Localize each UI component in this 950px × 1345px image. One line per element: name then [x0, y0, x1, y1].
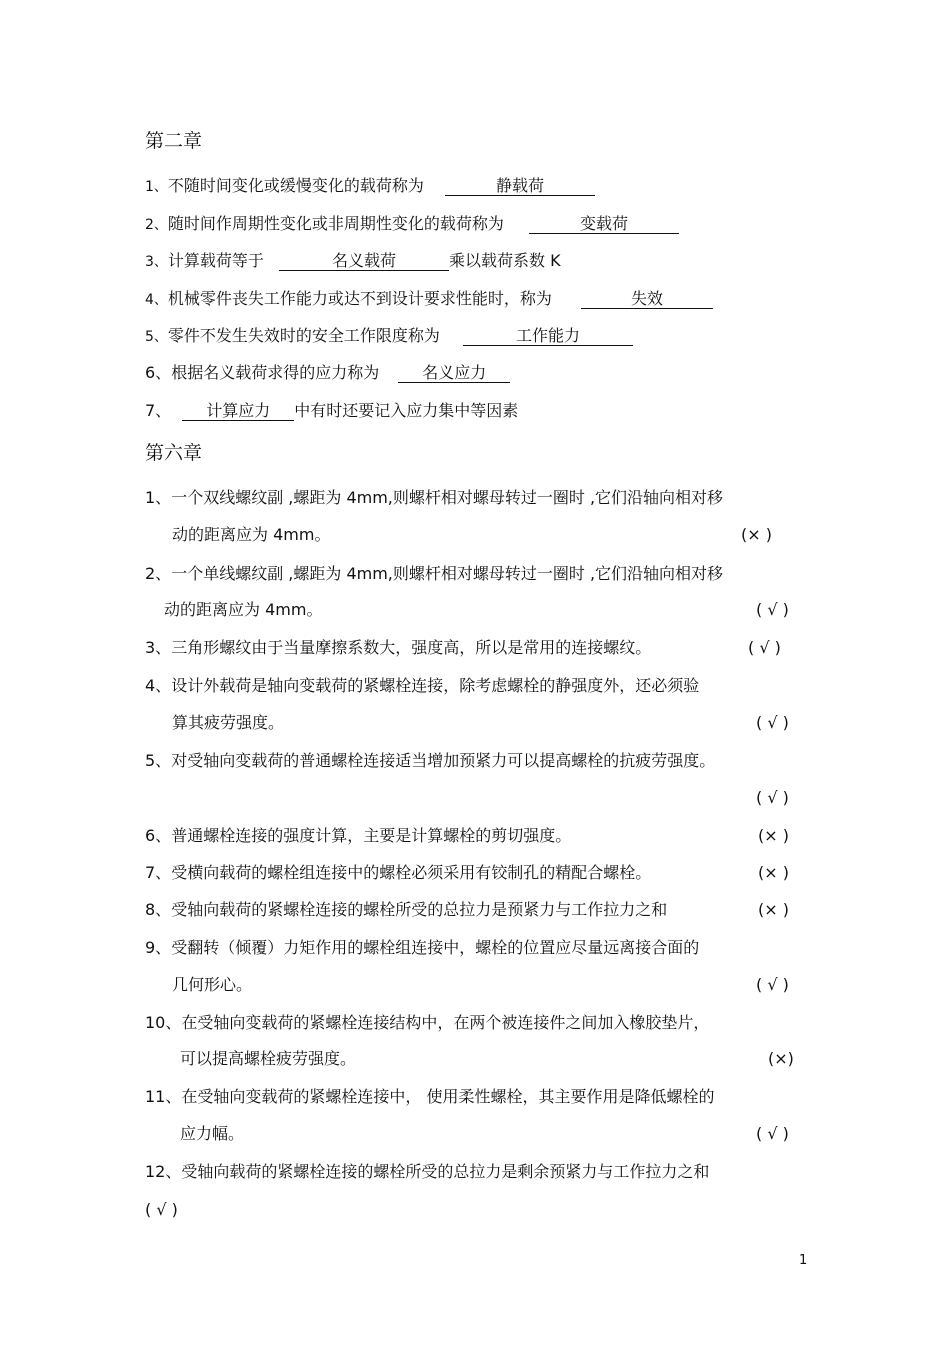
chapter-title: 第二章	[145, 130, 203, 152]
answer-blank: 工作能力	[463, 327, 633, 346]
answer-blank: 计算应力	[182, 402, 294, 421]
question-item: 11、在受轴向变载荷的紧螺栓连接中， 使用柔性螺栓，其主要作用是降低螺栓的	[145, 1087, 715, 1106]
question-item: 6、普通螺栓连接的强度计算，主要是计算螺栓的剪切强度。	[145, 826, 572, 845]
answer-mark: ( √ )	[145, 1200, 178, 1219]
question-continuation: 几何形心。	[172, 975, 253, 994]
question-continuation: 应力幅。	[180, 1124, 245, 1143]
answer-mark: (× )	[758, 863, 789, 882]
question-item: 1、不随时间变化或缓慢变化的载荷称为 静载荷	[145, 176, 595, 197]
answer-blank: 名义载荷	[279, 252, 449, 271]
answer-blank: 变载荷	[529, 215, 679, 234]
question-item: 4、设计外载荷是轴向变载荷的紧螺栓连接，除考虑螺栓的静强度外，还必须验	[145, 676, 700, 695]
answer-mark: ( √ )	[756, 788, 789, 807]
question-item: 5、零件不发生失效时的安全工作限度称为 工作能力	[145, 326, 633, 347]
answer-mark: (×)	[768, 1049, 794, 1068]
answer-mark: ( √ )	[756, 713, 789, 732]
answer-mark: (× )	[758, 900, 789, 919]
question-item: 8、受轴向载荷的紧螺栓连接的螺栓所受的总拉力是预紧力与工作拉力之和	[145, 900, 668, 919]
question-item: 5、对受轴向变载荷的普通螺栓连接适当增加预紧力可以提高螺栓的抗疲劳强度。	[145, 751, 716, 770]
question-continuation: 动的距离应为 4mm。	[164, 600, 323, 619]
page-number: 1	[799, 1253, 808, 1268]
answer-blank: 名义应力	[398, 364, 510, 383]
question-continuation: 动的距离应为 4mm。	[172, 525, 331, 544]
chapter-title: 第六章	[145, 442, 203, 464]
question-item: 10、在受轴向变载荷的紧螺栓连接结构中，在两个被连接件之间加入橡胶垫片，	[145, 1013, 710, 1032]
question-item: 7、 计算应力 中有时还要记入应力集中等因素	[145, 401, 519, 420]
answer-mark: ( √ )	[748, 638, 781, 657]
question-item: 7、受横向载荷的螺栓组连接中的螺栓必须采用有铰制孔的精配合螺栓。	[145, 863, 652, 882]
question-item: 4、机械零件丧失工作能力或达不到设计要求性能时，称为 失效	[145, 289, 713, 310]
question-item: 2、随时间作周期性变化或非周期性变化的载荷称为 变载荷	[145, 214, 679, 235]
question-item: 3、三角形螺纹由于当量摩擦系数大，强度高，所以是常用的连接螺纹。	[145, 638, 652, 657]
question-item: 9、受翻转（倾覆）力矩作用的螺栓组连接中，螺栓的位置应尽量远离接合面的	[145, 938, 700, 957]
answer-mark: ( √ )	[756, 1124, 789, 1143]
answer-blank: 失效	[581, 290, 713, 309]
question-item: 2、一个单线螺纹副 ,螺距为 4mm,则螺杆相对螺母转过一圈时 ,它们沿轴向相对移	[145, 564, 724, 583]
question-continuation: 可以提高螺栓疲劳强度。	[180, 1049, 357, 1068]
answer-mark: (× )	[758, 826, 789, 845]
question-continuation: 算其疲劳强度。	[172, 713, 285, 732]
answer-mark: ( √ )	[756, 975, 789, 994]
question-item: 6、根据名义载荷求得的应力称为 名义应力	[145, 363, 510, 383]
answer-mark: (× )	[741, 525, 772, 544]
answer-mark: ( √ )	[756, 600, 789, 619]
question-item: 3、计算载荷等于 名义载荷 乘以载荷系数 K	[145, 251, 561, 270]
answer-blank: 静载荷	[445, 177, 595, 196]
question-item: 12、受轴向载荷的紧螺栓连接的螺栓所受的总拉力是剩余预紧力与工作拉力之和	[145, 1162, 710, 1181]
question-item: 1、一个双线螺纹副 ,螺距为 4mm,则螺杆相对螺母转过一圈时 ,它们沿轴向相对移	[145, 488, 724, 507]
